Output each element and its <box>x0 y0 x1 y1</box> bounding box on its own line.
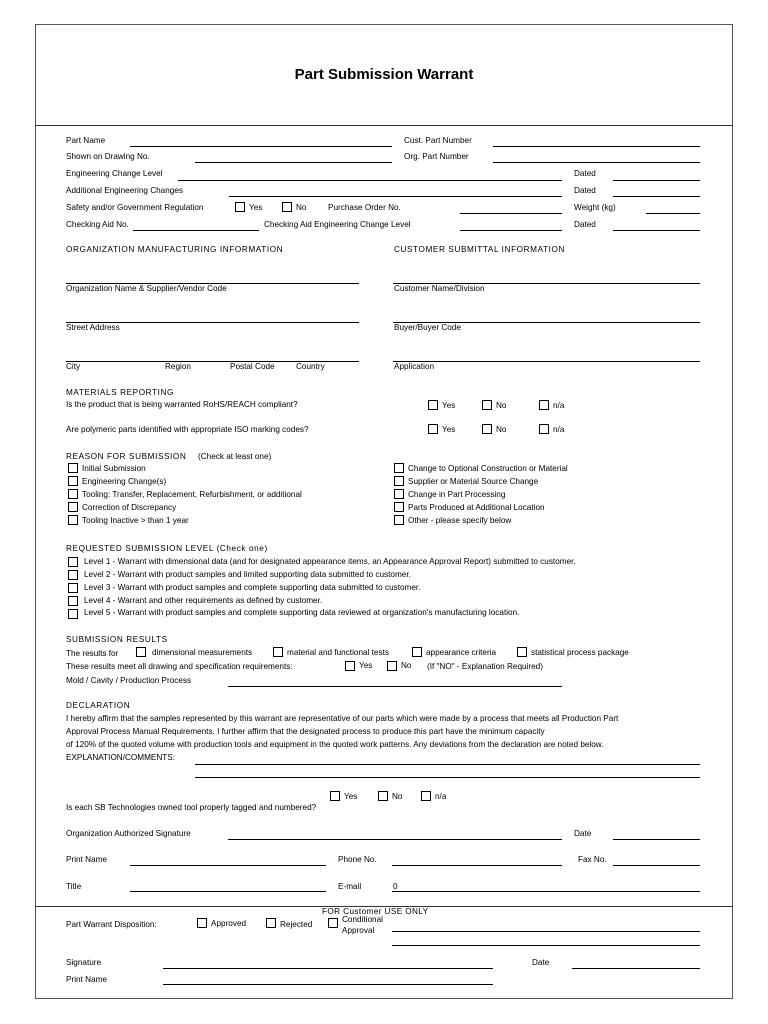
disposition-label: Part Warrant Disposition: <box>66 920 157 929</box>
checking-aid-field[interactable] <box>133 230 259 231</box>
purchase-order-label: Purchase Order No. <box>328 203 401 212</box>
street-label: Street Address <box>66 323 120 332</box>
results-dimensional-label: dimensional measurements <box>152 648 253 657</box>
q1-na-checkbox[interactable] <box>539 400 549 410</box>
level-4-label: Level 4 - Warrant and other requirements as defined by customer. <box>84 596 323 605</box>
reason-hint: (Check at least one) <box>198 452 272 461</box>
declaration-line-3: of 120% of the quoted volume with production tools and equipment in the quoted work patterns. Any deviations from the declaration are noted below. <box>66 740 604 749</box>
reason-optional-label: Change to Optional Construction or Material <box>408 464 568 473</box>
reason-optional-checkbox[interactable] <box>394 463 404 473</box>
q2-na-checkbox[interactable] <box>539 424 549 434</box>
fax-field[interactable] <box>613 865 700 866</box>
customer-signature-field[interactable] <box>163 968 493 969</box>
reason-supplier-label: Supplier or Material Source Change <box>408 477 539 486</box>
org-signature-label: Organization Authorized Signature <box>66 829 191 838</box>
approved-checkbox[interactable] <box>197 918 207 928</box>
reason-processing-checkbox[interactable] <box>394 489 404 499</box>
eng-change-dated-label: Dated <box>574 169 596 178</box>
results-statistical-label: statistical process package <box>531 648 629 657</box>
q2-yes-label: Yes <box>442 425 456 434</box>
region-label: Region <box>165 362 191 371</box>
fax-label: Fax No. <box>578 855 607 864</box>
org-signature-field[interactable] <box>228 839 562 840</box>
results-material-label: material and functional tests <box>287 648 389 657</box>
reason-inactive-label: Tooling Inactive > than 1 year <box>82 516 189 525</box>
results-statistical-checkbox[interactable] <box>517 647 527 657</box>
title-label: Title <box>66 882 82 891</box>
org-part-number-label: Org. Part Number <box>404 152 469 161</box>
explanation-label: EXPLANATION/COMMENTS: <box>66 753 176 762</box>
mold-field[interactable] <box>228 686 562 687</box>
safety-yes-label: Yes <box>249 203 263 212</box>
rejected-label: Rejected <box>280 920 313 929</box>
disposition-line-2[interactable] <box>392 945 700 946</box>
safety-reg-label: Safety and/or Government Regulation <box>66 203 204 212</box>
explanation-line-2[interactable] <box>195 777 700 778</box>
declaration-line-1: I hereby affirm that the samples represented by this warrant are representative of our parts which were made by a process that meets all Production Part <box>66 714 619 723</box>
purchase-order-field[interactable] <box>460 213 562 214</box>
org-info-heading: ORGANIZATION MANUFACTURING INFORMATION <box>66 245 284 254</box>
meet-no-label: No <box>401 661 412 670</box>
reason-tooling-checkbox[interactable] <box>68 489 78 499</box>
materials-q2: Are polymeric parts identified with appropriate ISO marking codes? <box>66 425 309 434</box>
level-heading: REQUESTED SUBMISSION LEVEL (Check one) <box>66 544 268 553</box>
customer-use-heading: FOR Customer USE ONLY <box>322 907 429 916</box>
declaration-heading: DECLARATION <box>66 701 131 710</box>
org-part-number-field[interactable] <box>493 162 700 163</box>
q1-yes-label: Yes <box>442 401 456 410</box>
results-heading: SUBMISSION RESULTS <box>66 635 168 644</box>
tool-yes-checkbox[interactable] <box>330 791 340 801</box>
reason-correction-checkbox[interactable] <box>68 502 78 512</box>
reason-eng-change-checkbox[interactable] <box>68 476 78 486</box>
cust-part-number-label: Cust. Part Number <box>404 136 472 145</box>
reason-initial-checkbox[interactable] <box>68 463 78 473</box>
header-divider <box>35 125 733 126</box>
part-name-field[interactable] <box>130 146 392 147</box>
results-for-label: The results for <box>66 649 119 658</box>
meet-no-checkbox[interactable] <box>387 661 397 671</box>
reason-correction-label: Correction of Discrepancy <box>82 503 177 512</box>
level-5-label: Level 5 - Warrant with product samples and complete supporting data reviewed at organization's manufacturing location. <box>84 608 520 617</box>
rejected-checkbox[interactable] <box>266 918 276 928</box>
level-5-checkbox[interactable] <box>68 609 78 619</box>
mold-label: Mold / Cavity / Production Process <box>66 676 192 685</box>
level-1-label: Level 1 - Warrant with dimensional data (and for designated appearance items, an Appearance Approval Report) submitted to customer. <box>84 557 576 566</box>
title-field[interactable] <box>130 891 326 892</box>
customer-signature-label: Signature <box>66 958 102 967</box>
tool-no-label: No <box>392 792 403 801</box>
eng-change-dated-field[interactable] <box>613 180 700 181</box>
results-appearance-checkbox[interactable] <box>412 647 422 657</box>
application-field[interactable] <box>393 361 700 362</box>
weight-field[interactable] <box>646 213 700 214</box>
checking-aid-label: Checking Aid No. <box>66 220 129 229</box>
email-value: 0 <box>393 882 398 891</box>
safety-yes-checkbox[interactable] <box>235 202 245 212</box>
customer-date-label: Date <box>532 958 550 967</box>
city-label: City <box>66 362 81 371</box>
additional-eng-field[interactable] <box>229 196 562 197</box>
level-2-checkbox[interactable] <box>68 570 78 580</box>
reason-eng-change-label: Engineering Change(s) <box>82 477 167 486</box>
conditional-label-2: Approval <box>342 926 375 935</box>
q2-na-label: n/a <box>553 425 565 434</box>
checking-aid-dated-field[interactable] <box>613 230 700 231</box>
drawing-no-field[interactable] <box>195 162 392 163</box>
print-name-field[interactable] <box>130 865 326 866</box>
results-material-checkbox[interactable] <box>273 647 283 657</box>
customer-print-name-label: Print Name <box>66 975 107 984</box>
materials-heading: MATERIALS REPORTING <box>66 388 174 397</box>
email-field[interactable] <box>392 891 700 892</box>
customer-print-name-field[interactable] <box>163 984 493 985</box>
results-appearance-label: appearance criteria <box>426 648 497 657</box>
additional-dated-field[interactable] <box>613 196 700 197</box>
reason-tooling-label: Tooling: Transfer, Replacement, Refurbishment, or additional <box>82 490 302 499</box>
reason-other-checkbox[interactable] <box>394 515 404 525</box>
postal-label: Postal Code <box>230 362 275 371</box>
eng-change-level-field[interactable] <box>178 180 562 181</box>
level-1-checkbox[interactable] <box>68 557 78 567</box>
level-2-label: Level 2 - Warrant with product samples and limited supporting data submitted to customer. <box>84 570 411 579</box>
reason-location-label: Parts Produced at Additional Location <box>408 503 545 512</box>
cust-part-number-field[interactable] <box>493 146 700 147</box>
level-3-checkbox[interactable] <box>68 583 78 593</box>
level-3-label: Level 3 - Warrant with product samples and complete supporting data submitted to customer. <box>84 583 421 592</box>
page-title: Part Submission Warrant <box>294 66 474 83</box>
meet-yes-label: Yes <box>359 661 373 670</box>
explanation-line-1[interactable] <box>195 764 700 765</box>
tool-question-label: Is each SB Technologies owned tool properly tagged and numbered? <box>66 803 317 812</box>
results-dimensional-checkbox[interactable] <box>136 647 146 657</box>
conditional-checkbox[interactable] <box>328 918 338 928</box>
level-4-checkbox[interactable] <box>68 596 78 606</box>
reason-processing-label: Change in Part Processing <box>408 490 506 499</box>
phone-field[interactable] <box>392 865 562 866</box>
reason-heading: REASON FOR SUBMISSION <box>66 452 187 461</box>
org-name-label: Organization Name & Supplier/Vendor Code <box>66 284 227 293</box>
q2-yes-checkbox[interactable] <box>428 424 438 434</box>
tool-na-label: n/a <box>435 792 447 801</box>
buyer-label: Buyer/Buyer Code <box>394 323 461 332</box>
q2-no-checkbox[interactable] <box>482 424 492 434</box>
part-name-label: Part Name <box>66 136 106 145</box>
q1-no-checkbox[interactable] <box>482 400 492 410</box>
additional-dated-label: Dated <box>574 186 596 195</box>
reason-initial-label: Initial Submission <box>82 464 146 473</box>
reason-inactive-checkbox[interactable] <box>68 515 78 525</box>
tool-na-checkbox[interactable] <box>421 791 431 801</box>
checking-aid-ecl-label: Checking Aid Engineering Change Level <box>264 220 411 229</box>
safety-no-label: No <box>296 203 307 212</box>
declaration-line-2: Approval Process Manual Requirements. I further affirm that the designated process to produce this part have the minimum capacity <box>66 727 545 736</box>
tool-no-checkbox[interactable] <box>378 791 388 801</box>
q2-no-label: No <box>496 425 507 434</box>
cust-info-heading: CUSTOMER SUBMITTAL INFORMATION <box>394 245 565 254</box>
drawing-no-label: Shown on Drawing No. <box>66 152 150 161</box>
q1-no-label: No <box>496 401 507 410</box>
disposition-line-1[interactable] <box>392 931 700 932</box>
application-label: Application <box>394 362 435 371</box>
reason-supplier-checkbox[interactable] <box>394 476 404 486</box>
org-date-label: Date <box>574 829 592 838</box>
checking-aid-dated-label: Dated <box>574 220 596 229</box>
meet-yes-checkbox[interactable] <box>345 661 355 671</box>
safety-no-checkbox[interactable] <box>282 202 292 212</box>
email-label: E-mail <box>338 882 362 891</box>
eng-change-level-label: Engineering Change Level <box>66 169 163 178</box>
weight-label: Weight (kg) <box>574 203 616 212</box>
cust-name-label: Customer Name/Division <box>394 284 485 293</box>
reason-other-label: Other - please specify below <box>408 516 512 525</box>
org-date-field[interactable] <box>613 839 700 840</box>
q1-na-label: n/a <box>553 401 565 410</box>
conditional-label-1: Conditional <box>342 915 383 924</box>
q1-yes-checkbox[interactable] <box>428 400 438 410</box>
reason-location-checkbox[interactable] <box>394 502 404 512</box>
country-label: Country <box>296 362 325 371</box>
checking-aid-ecl-field[interactable] <box>460 230 562 231</box>
customer-date-field[interactable] <box>572 968 700 969</box>
tool-yes-label: Yes <box>344 792 358 801</box>
print-name-label: Print Name <box>66 855 107 864</box>
phone-label: Phone No. <box>338 855 377 864</box>
materials-q1: Is the product that is being warranted RoHS/REACH compliant? <box>66 400 298 409</box>
if-no-note: (If "NO" - Explanation Required) <box>427 662 543 671</box>
approved-label: Approved <box>211 919 247 928</box>
additional-eng-label: Additional Engineering Changes <box>66 186 183 195</box>
meet-req-label: These results meet all drawing and specification requirements: <box>66 662 293 671</box>
